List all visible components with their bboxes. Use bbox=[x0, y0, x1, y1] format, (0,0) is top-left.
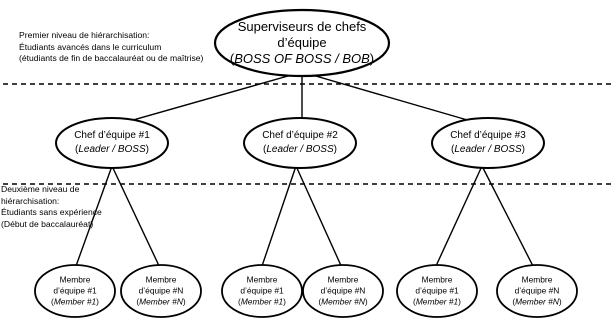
member-label-4-role-line bbox=[318, 297, 367, 308]
leader-label-3-close: ) bbox=[521, 144, 525, 155]
second-level-note bbox=[1, 184, 102, 230]
leader-label-2-close: ) bbox=[333, 144, 337, 155]
leader-label-2-role-line bbox=[262, 143, 338, 157]
leader-label-2-title: Chef d’équipe #2 bbox=[262, 130, 338, 141]
boss-label-role: BOSS OF BOSS / BOB bbox=[234, 51, 370, 66]
member-label-6-close: ) bbox=[558, 296, 562, 307]
connector-leader-3-member-n bbox=[482, 166, 535, 270]
boss-label-open: ( bbox=[229, 51, 235, 66]
member-label-3-role: Member #1 bbox=[240, 296, 284, 307]
second-level-note-line-4: (Début de baccalauréat) bbox=[1, 218, 94, 229]
member-label-1-role-line bbox=[51, 297, 99, 308]
member-label-3-line-2: d’équipe #1 bbox=[240, 285, 284, 296]
leader-label-3-role: Leader / BOSS bbox=[454, 144, 522, 155]
member-label-3-open: ( bbox=[238, 296, 241, 307]
member-label-2-line-1: Membre bbox=[145, 274, 177, 285]
member-label-5-close: ) bbox=[458, 296, 461, 307]
member-label-5-open: ( bbox=[413, 296, 416, 307]
member-label-6 bbox=[512, 275, 561, 308]
first-level-note-line-2: Étudiants avancés dans le curriculum bbox=[19, 41, 162, 52]
member-label-6-line-2: d’équipe #N bbox=[514, 285, 560, 296]
member-label-5-role: Member #1 bbox=[415, 296, 459, 307]
member-label-6-line-1: Membre bbox=[521, 274, 553, 285]
leader-label-1-close: ) bbox=[145, 144, 149, 155]
member-label-1-line-2: d’équipe #1 bbox=[53, 285, 97, 296]
member-label-4-line-1: Membre bbox=[327, 274, 359, 285]
leader-connectors bbox=[76, 166, 535, 270]
member-label-6-role: Member #N bbox=[515, 296, 559, 307]
member-label-5-line-1: Membre bbox=[421, 274, 453, 285]
leader-label-1-role: Leader / BOSS bbox=[78, 144, 146, 155]
member-label-3-close: ) bbox=[283, 296, 286, 307]
first-level-note-line-1: Premier niveau de hiérarchisation: bbox=[19, 30, 150, 40]
member-label-3-line-1: Membre bbox=[246, 274, 278, 285]
leader-label-3 bbox=[450, 129, 526, 157]
member-label-1-line-1: Membre bbox=[59, 274, 91, 285]
second-level-note-line-3: Étudiants sans expérience bbox=[1, 207, 102, 218]
member-label-1-role: Member #1 bbox=[53, 296, 97, 307]
second-level-note-line-2: hiérarchisation: bbox=[1, 195, 60, 206]
connector-boss-leader-3 bbox=[302, 72, 488, 126]
member-label-2-line-2: d’équipe #N bbox=[138, 285, 184, 296]
boss-label-close: ) bbox=[369, 51, 375, 66]
leader-label-1-role-line bbox=[74, 143, 150, 157]
leader-label-3-role-line bbox=[450, 143, 526, 157]
leader-label-2-open: ( bbox=[263, 144, 267, 155]
member-label-2-close: ) bbox=[182, 296, 186, 307]
leader-label-3-title: Chef d’équipe #3 bbox=[450, 130, 526, 141]
member-label-1-close: ) bbox=[96, 296, 99, 307]
connector-boss-leader-1 bbox=[112, 72, 302, 126]
first-level-note bbox=[19, 30, 203, 65]
leader-label-1-open: ( bbox=[75, 144, 79, 155]
member-label-4-line-2: d’équipe #N bbox=[320, 285, 366, 296]
connector-leader-3-member-1 bbox=[436, 166, 482, 266]
member-label-4-role: Member #N bbox=[321, 296, 365, 307]
leader-label-3-open: ( bbox=[451, 144, 455, 155]
member-label-3 bbox=[238, 275, 286, 308]
boss-label-line-1: Superviseurs de chefs bbox=[237, 19, 367, 34]
member-label-4-open: ( bbox=[318, 296, 322, 307]
boss-label-line-3 bbox=[230, 51, 374, 67]
member-label-1 bbox=[51, 275, 99, 308]
member-label-2-role-line bbox=[136, 297, 185, 308]
member-label-4 bbox=[318, 275, 367, 308]
member-label-3-role-line bbox=[238, 297, 286, 308]
member-label-6-role-line bbox=[512, 297, 561, 308]
member-label-5-role-line bbox=[413, 297, 461, 308]
leader-label-2 bbox=[262, 129, 338, 157]
boss-label bbox=[230, 19, 374, 67]
member-label-5 bbox=[413, 275, 461, 308]
member-label-2-open: ( bbox=[136, 296, 140, 307]
connector-leader-2-member-1 bbox=[262, 166, 296, 266]
first-level-note-line-3: (étudiants de fin de baccalauréat ou de maîtrise) bbox=[19, 53, 204, 64]
connector-leader-2-member-n bbox=[296, 166, 343, 270]
second-level-note-line-1: Deuxième niveau de bbox=[1, 184, 80, 194]
member-label-1-open: ( bbox=[51, 296, 54, 307]
leader-label-1-title: Chef d’équipe #1 bbox=[74, 130, 150, 141]
member-label-5-line-2: d’équipe #1 bbox=[415, 285, 459, 296]
connector-leader-1-member-n bbox=[112, 166, 161, 270]
member-label-6-open: ( bbox=[512, 296, 516, 307]
boss-label-line-2: d’équipe bbox=[277, 35, 327, 50]
member-label-2-role: Member #N bbox=[139, 296, 183, 307]
member-label-2 bbox=[136, 275, 185, 308]
member-label-4-close: ) bbox=[364, 296, 368, 307]
leader-label-1 bbox=[74, 129, 150, 157]
leader-label-2-role: Leader / BOSS bbox=[266, 144, 334, 155]
